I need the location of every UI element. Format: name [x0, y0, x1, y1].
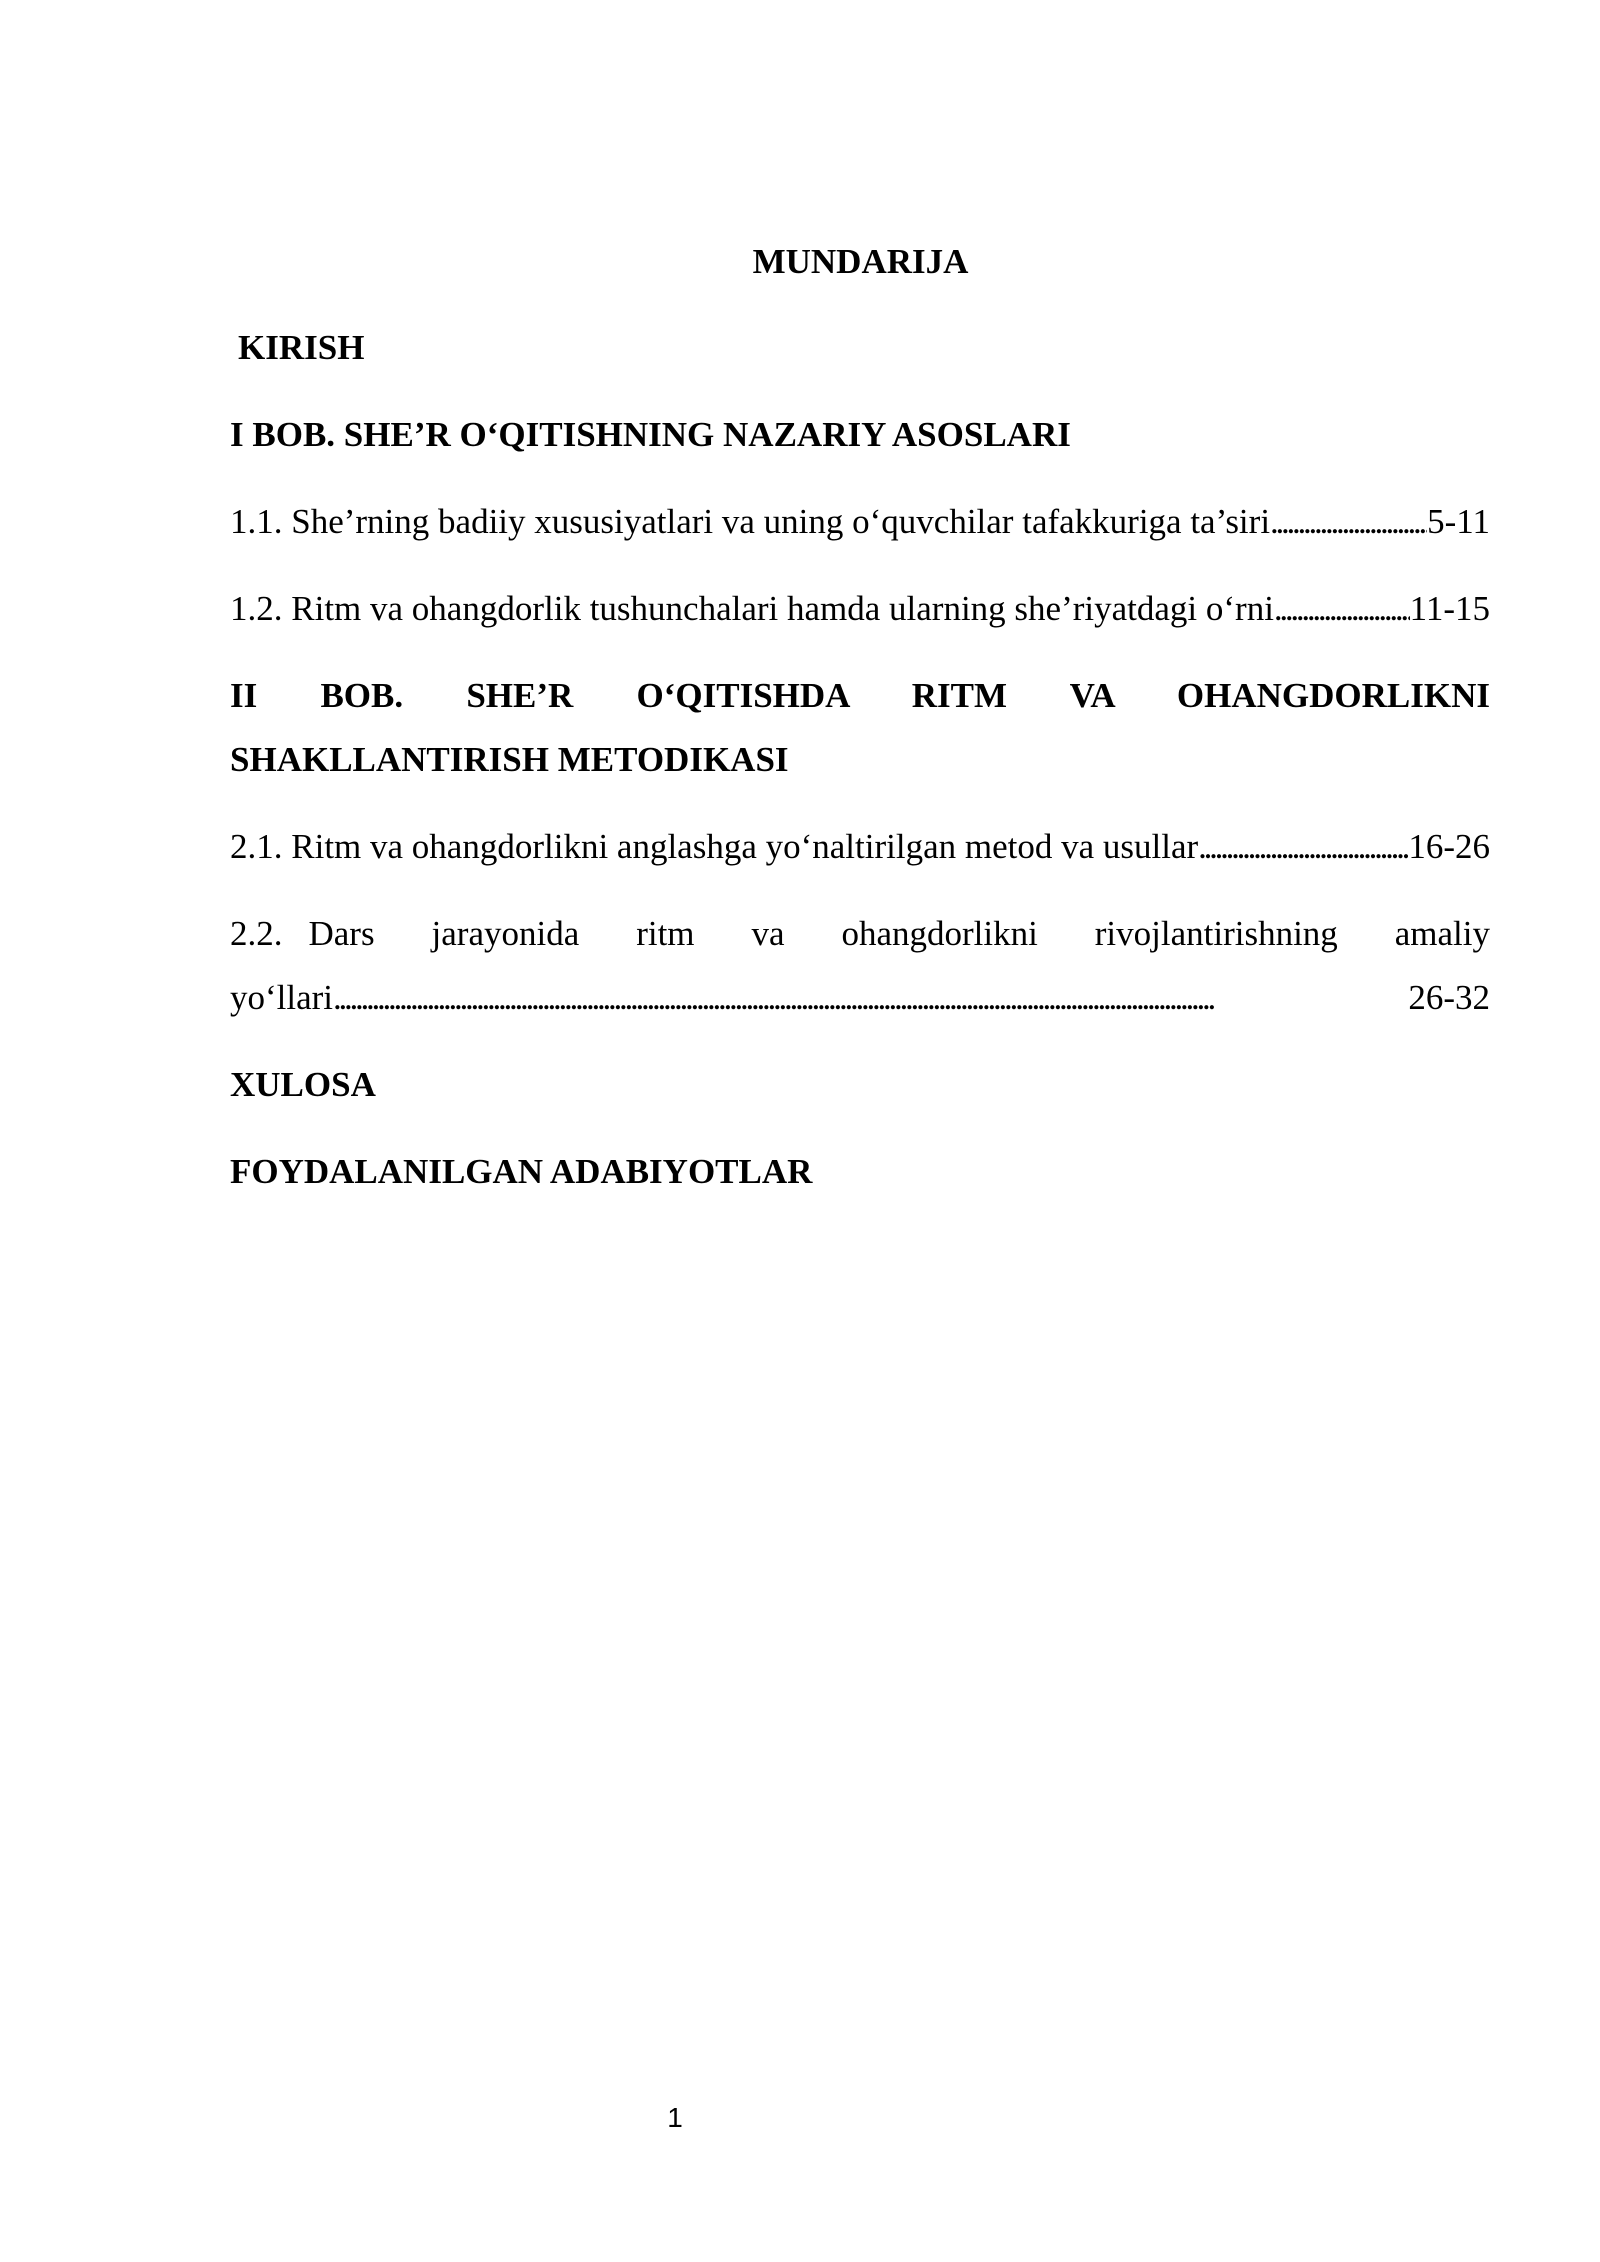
toc-entry-1-1	[230, 490, 1490, 554]
toc-leader-dots	[1270, 490, 1427, 554]
toc-entry-text: Ritm va ohangdorlik tushunchalari hamda ularning she’riyatdagi o‘rni	[291, 589, 1274, 628]
toc-leader-dots	[1274, 577, 1410, 641]
toc-chapter1-heading: I BOB. SHE’R O‘QITISHNING NAZARIY ASOSLARI	[230, 415, 1071, 454]
toc-entry-1-2	[230, 577, 1490, 641]
toc-leader-dots	[333, 966, 1408, 1030]
toc-entry-pages: 26-32	[1408, 978, 1490, 1017]
page-title: MUNDARIJA	[752, 242, 969, 281]
toc-entry-number: 1.1.	[230, 502, 283, 541]
toc-entry-pages: 16-26	[1408, 827, 1490, 866]
toc-entry-text: Dars jarayonida ritm va ohangdorlikni rivojlantirishning amaliy	[308, 914, 1490, 953]
toc-chapter2-heading-line1: II BOB. SHE’R O‘QITISHDA RITM VA OHANGDORLIKNI	[230, 676, 1490, 715]
toc-entry-number: 1.2.	[230, 589, 283, 628]
toc-entry-2-1	[230, 815, 1490, 879]
toc-references: FOYDALANILGAN ADABIYOTLAR	[230, 1152, 813, 1191]
page-number: 1	[667, 2102, 683, 2133]
toc-chapter2-heading-line2: SHAKLLANTIRISH METODIKASI	[230, 740, 789, 779]
toc-conclusion: XULOSA	[230, 1065, 376, 1104]
toc-entry-pages: 11-15	[1409, 589, 1490, 628]
toc-entry-pages: 5-11	[1427, 502, 1490, 541]
toc-introduction: KIRISH	[238, 328, 365, 367]
toc-entry-number: 2.1.	[230, 827, 283, 866]
toc-entry-number: 2.2.	[230, 914, 283, 953]
toc-entry-text: Ritm va ohangdorlikni anglashga yo‘naltirilgan metod va usullar	[291, 827, 1199, 866]
toc-entry-text: She’rning badiiy xususiyatlari va uning o‘quvchilar tafakkuriga ta’siri	[291, 502, 1271, 541]
toc-entry-text: yo‘llari	[230, 978, 334, 1017]
toc-entry-2-2-line1	[230, 902, 1490, 966]
toc-entry-2-2-line2	[230, 966, 1490, 1030]
toc-leader-dots	[1198, 815, 1408, 879]
